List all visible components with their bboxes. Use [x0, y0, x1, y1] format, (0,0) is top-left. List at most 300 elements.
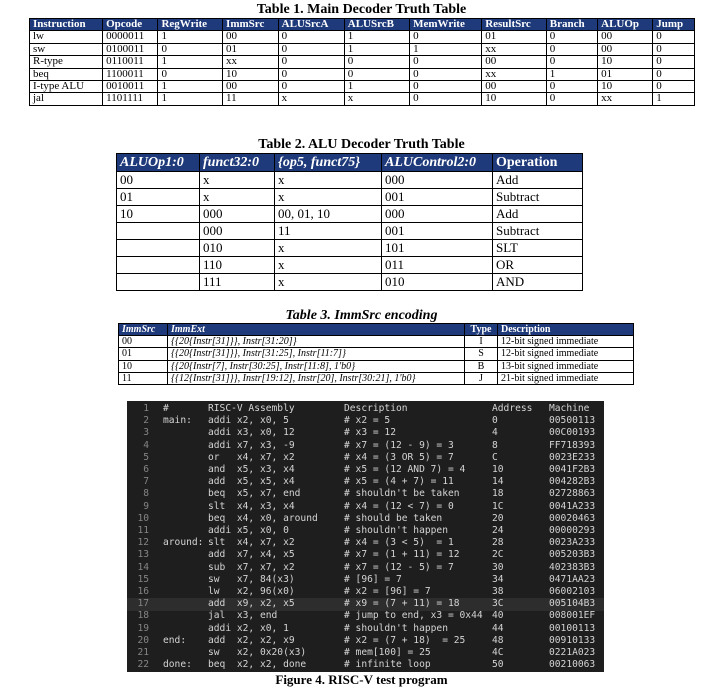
table-row [117, 189, 583, 206]
table-cell: 11 [223, 93, 279, 105]
table-header-row [30, 19, 695, 31]
code-line [127, 464, 604, 477]
table-cell: Add [493, 206, 583, 223]
code-machine: 02728863 [549, 488, 596, 500]
code-machine: 0471AA23 [549, 573, 596, 585]
col-header: Opcode [103, 19, 158, 31]
code-description: # x2 = (7 + 18) = 25 [344, 634, 466, 646]
table-cell: 0110011 [103, 56, 158, 68]
col-header: Description [498, 324, 634, 336]
table-row [119, 360, 634, 372]
table-cell [117, 257, 200, 274]
code-address: 4 [492, 427, 498, 439]
code-instruction: addi x2, x0, 1 [208, 622, 289, 634]
code-line [127, 635, 604, 648]
col-header: ALUSrcB [344, 19, 409, 31]
table-cell: xx [482, 43, 547, 55]
code-instruction: sw x2, 0x20(x3) [208, 647, 307, 658]
code-line [127, 440, 604, 453]
table-cell: Add [493, 172, 583, 189]
table-row [30, 43, 695, 55]
table-cell: {{12{Instr[31]}}, Instr[19:12], Instr[20], Instr[30:21], 1'b0} [168, 372, 465, 384]
code-description: # infinite loop [344, 659, 431, 671]
code-machine: 00910133 [549, 634, 596, 646]
figure4-caption: Figure 4. RISC-V test program [275, 672, 448, 687]
table-cell [117, 223, 200, 240]
table-cell: x [275, 240, 382, 257]
table-cell: 1 [344, 31, 409, 43]
table-cell: J [465, 372, 498, 384]
table-cell: x [275, 257, 382, 274]
table-cell: 10 [598, 81, 653, 93]
table-cell: 011 [382, 257, 493, 274]
table-cell [117, 240, 200, 257]
table-header-row [117, 154, 583, 172]
table1-caption: Table 1. Main Decoder Truth Table [256, 2, 467, 17]
table-cell: beq [30, 68, 103, 80]
code-machine: 00210063 [549, 659, 596, 671]
line-number: 5 [143, 451, 149, 463]
code-description: # x7 = (1 + 11) = 12 [344, 549, 460, 561]
table-row [117, 257, 583, 274]
col-header: ALUControl2:0 [382, 154, 493, 172]
table-cell: 0 [546, 43, 597, 55]
table-cell: 0 [653, 68, 695, 80]
code-line [127, 586, 604, 599]
code-address: 44 [492, 622, 504, 634]
table-cell: 111 [200, 274, 275, 291]
code-description: # x2 = 5 [344, 415, 391, 427]
code-instruction: or x4, x7, x2 [208, 451, 295, 463]
table-cell: 0 [344, 68, 409, 80]
table-cell: 001 [382, 223, 493, 240]
col-header: Operation [493, 154, 583, 172]
code-machine: 008001EF [549, 610, 596, 622]
code-address: 2C [492, 549, 504, 561]
table-cell: 00 [598, 43, 653, 55]
code-description: # should be taken [344, 512, 443, 524]
code-address: 18 [492, 488, 504, 500]
table-cell: 21-bit signed immediate [498, 372, 634, 384]
code-line [127, 549, 604, 562]
line-number: 17 [137, 598, 149, 610]
col-header: ImmSrc [119, 324, 168, 336]
table-row [30, 31, 695, 43]
code-instruction: add x9, x2, x5 [208, 598, 295, 610]
code-machine: 0041A233 [549, 500, 596, 512]
table-cell: 11 [275, 223, 382, 240]
table-row [119, 336, 634, 348]
line-number: 7 [143, 476, 149, 488]
table-cell: 1 [158, 56, 223, 68]
table-cell: x [200, 172, 275, 189]
table-cell: 000 [382, 172, 493, 189]
code-line [127, 659, 604, 672]
table-cell: Subtract [493, 223, 583, 240]
table-cell: 0 [546, 56, 597, 68]
line-number: 18 [137, 610, 149, 622]
code-line [127, 537, 604, 550]
table-cell: S [465, 348, 498, 360]
code-address: 0 [492, 415, 498, 427]
code-instruction: addi x7, x3, -9 [208, 439, 295, 451]
table-row [117, 274, 583, 291]
table-cell: 0 [278, 56, 344, 68]
col-header: ALUOp1:0 [117, 154, 200, 172]
table-row [117, 240, 583, 257]
code-machine: FF718393 [549, 439, 596, 451]
table-cell: 00 [223, 31, 279, 43]
line-number: 1 [143, 403, 149, 414]
table-cell: 0100011 [103, 43, 158, 55]
table-cell: 0010011 [103, 81, 158, 93]
col-header: ALUOp [598, 19, 653, 31]
code-label: end: [163, 634, 187, 646]
col-header: Type [465, 324, 498, 336]
table-cell: 0 [278, 43, 344, 55]
code-address: 40 [492, 610, 504, 622]
code-instruction: addi x5, x0, 0 [208, 525, 289, 536]
table-cell: I-type ALU [30, 81, 103, 93]
code-label: done: [163, 659, 192, 671]
code-address: 4C [492, 647, 504, 658]
line-number: 9 [143, 500, 149, 512]
table-cell: 12-bit signed immediate [498, 336, 634, 348]
table-cell: 00 [482, 81, 547, 93]
table-cell: 01 [117, 189, 200, 206]
table-cell: sw [30, 43, 103, 55]
line-number: 3 [143, 427, 149, 439]
table-cell: 1 [410, 43, 482, 55]
table-cell: 0 [653, 31, 695, 43]
table-cell: 00 [598, 31, 653, 43]
code-address: 34 [492, 573, 504, 585]
code-line [127, 562, 604, 575]
table-row [117, 172, 583, 189]
code-label: around: [163, 537, 204, 549]
table-cell: x [275, 172, 382, 189]
table-cell: 000 [200, 223, 275, 240]
line-number: 19 [137, 622, 149, 634]
code-description: # shouldn't happen [344, 622, 448, 634]
table-cell: xx [598, 93, 653, 105]
table2-caption: Table 2. ALU Decoder Truth Table [258, 137, 465, 152]
code-instruction: and x5, x3, x4 [208, 464, 295, 475]
code-description: # shouldn't happen [344, 525, 448, 536]
table-cell: 0 [410, 81, 482, 93]
col-header: Branch [546, 19, 597, 31]
code-description: # [96] = 7 [344, 573, 402, 585]
table-cell: x [275, 189, 382, 206]
col-header: {op5, funct75} [275, 154, 382, 172]
table-cell: 10 [119, 360, 168, 372]
line-number: 2 [143, 415, 149, 427]
code-description: # x5 = (12 AND 7) = 4 [344, 464, 466, 475]
table-cell: 0 [410, 31, 482, 43]
code-machine: 0041F2B3 [549, 464, 596, 475]
code-instruction: add x5, x5, x4 [208, 476, 295, 488]
code-machine: 00500113 [549, 415, 596, 427]
table-cell: 1100011 [103, 68, 158, 80]
code-address: 10 [492, 464, 504, 475]
table-cell: 10 [482, 93, 547, 105]
riscv-code-listing [127, 401, 604, 672]
table-cell: 1 [158, 81, 223, 93]
immsrc-encoding-table [118, 323, 634, 385]
col-header: MemWrite [410, 19, 482, 31]
table-cell: 001 [382, 189, 493, 206]
code-address: 20 [492, 512, 504, 524]
table-cell: 0 [410, 56, 482, 68]
code-line [127, 610, 604, 623]
table-cell: 0 [546, 31, 597, 43]
code-line [127, 647, 604, 660]
code-description: # x2 = [96] = 7 [344, 586, 431, 597]
col-header: ResultSrc [482, 19, 547, 31]
line-number: 4 [143, 439, 149, 451]
code-machine: 00000293 [549, 525, 596, 536]
table-row [117, 206, 583, 223]
code-instruction: add x2, x2, x9 [208, 634, 295, 646]
code-machine: 005203B3 [549, 549, 596, 561]
code-instruction: beq x4, x0, around [208, 512, 318, 524]
code-address: 3C [492, 598, 504, 610]
table-cell: 0 [653, 56, 695, 68]
code-description: # x5 = (4 + 7) = 11 [344, 476, 454, 488]
table-row [119, 372, 634, 384]
table-row [117, 223, 583, 240]
table-cell: 01 [119, 348, 168, 360]
code-line [127, 403, 604, 416]
table-cell: 1 [344, 81, 409, 93]
table-row [119, 348, 634, 360]
line-number: 12 [137, 537, 149, 549]
code-instruction: sw x7, 84(x3) [208, 573, 295, 585]
col-header: funct32:0 [200, 154, 275, 172]
col-header: Instruction [30, 19, 103, 31]
table-cell: 0 [344, 56, 409, 68]
table-cell: 00 [223, 81, 279, 93]
code-instruction: beq x2, x2, done [208, 659, 307, 671]
code-line [127, 525, 604, 538]
code-machine: 06002103 [549, 586, 596, 597]
table-cell: 11 [119, 372, 168, 384]
code-instruction: add x7, x4, x5 [208, 549, 295, 561]
table-cell: 10 [223, 68, 279, 80]
code-instruction: addi x2, x0, 5 [208, 415, 289, 427]
code-machine: 00C00193 [549, 427, 596, 439]
table-cell: AND [493, 274, 583, 291]
code-description: # x9 = (7 + 11) = 18 [344, 598, 460, 610]
table-cell: 0 [653, 43, 695, 55]
code-description: # x4 = (3 OR 5) = 7 [344, 451, 454, 463]
line-number: 6 [143, 464, 149, 475]
code-line [127, 574, 604, 587]
code-address: Address [492, 403, 533, 414]
code-machine: 005104B3 [549, 598, 596, 610]
table-cell: xx [223, 56, 279, 68]
table-cell: 101 [382, 240, 493, 257]
table-cell: 1101111 [103, 93, 158, 105]
code-machine: 004282B3 [549, 476, 596, 488]
table-cell: 0 [410, 93, 482, 105]
code-machine: 00020463 [549, 512, 596, 524]
code-address: 14 [492, 476, 504, 488]
code-line [127, 452, 604, 465]
code-address: 8 [492, 439, 498, 451]
code-line [127, 513, 604, 526]
code-line [127, 415, 604, 428]
table-cell: 1 [546, 68, 597, 80]
col-header: RegWrite [158, 19, 223, 31]
table-cell: SLT [493, 240, 583, 257]
code-machine: 00100113 [549, 622, 596, 634]
table-cell: 01 [223, 43, 279, 55]
code-address: 48 [492, 634, 504, 646]
table-cell: 0000011 [103, 31, 158, 43]
table-cell: lw [30, 31, 103, 43]
code-description: # x7 = (12 - 9) = 3 [344, 439, 454, 451]
table-cell: 010 [382, 274, 493, 291]
table-row [30, 81, 695, 93]
table-row [30, 93, 695, 105]
code-line [127, 427, 604, 440]
line-number: 21 [137, 647, 149, 658]
code-machine: 0221A023 [549, 647, 596, 658]
table-cell: {{20{Instr[7], Instr[30:25], Instr[11:8], 1'b0} [168, 360, 465, 372]
line-number: 11 [137, 525, 149, 536]
code-line [127, 501, 604, 514]
code-instruction: beq x5, x7, end [208, 488, 301, 500]
table-cell: 01 [598, 68, 653, 80]
code-address: 28 [492, 537, 504, 549]
code-description: # x3 = 12 [344, 427, 396, 439]
table-cell: 0 [278, 81, 344, 93]
table-header-row [119, 324, 634, 336]
code-machine: 402383B3 [549, 561, 596, 573]
code-address: 38 [492, 586, 504, 597]
line-number: 10 [137, 512, 149, 524]
table-cell: x [200, 189, 275, 206]
code-line [127, 488, 604, 501]
code-address: 24 [492, 525, 504, 536]
table-cell: 0 [546, 93, 597, 105]
table-cell: 0 [278, 31, 344, 43]
table3-caption: Table 3. ImmSrc encoding [285, 308, 438, 323]
code-instruction: sub x7, x7, x2 [208, 561, 295, 573]
table-cell: R-type [30, 56, 103, 68]
col-header: ALUSrcA [278, 19, 344, 31]
table-cell: 0 [158, 68, 223, 80]
table-cell: {{20{Instr[31]}}, Instr[31:25], Instr[11:7]} [168, 348, 465, 360]
table-cell [117, 274, 200, 291]
table-cell: 1 [344, 43, 409, 55]
code-instruction: slt x4, x7, x2 [208, 537, 295, 549]
table-cell: 110 [200, 257, 275, 274]
line-number: 13 [137, 549, 149, 561]
table-cell: jal [30, 93, 103, 105]
code-line [127, 476, 604, 489]
code-description: # mem[100] = 25 [344, 647, 431, 658]
code-description: # shouldn't be taken [344, 488, 460, 500]
code-instruction: jal x3, end [208, 610, 278, 622]
table-row [30, 56, 695, 68]
table-cell: 0 [546, 81, 597, 93]
col-header: ImmExt [168, 324, 465, 336]
line-number: 8 [143, 488, 149, 500]
main-decoder-table [29, 18, 695, 106]
code-label: # [163, 403, 169, 414]
table-cell: x [344, 93, 409, 105]
code-machine: 0023A233 [549, 537, 596, 549]
code-line [127, 623, 604, 636]
code-instruction: lw x2, 96(x0) [208, 586, 295, 597]
table-cell: 00 [482, 56, 547, 68]
table-cell: 0 [278, 68, 344, 80]
code-description: # x4 = (12 < 7) = 0 [344, 500, 454, 512]
table-cell: 0 [410, 68, 482, 80]
code-machine: Machine [549, 403, 590, 414]
table-cell: 0 [158, 43, 223, 55]
code-instruction: slt x4, x3, x4 [208, 500, 295, 512]
table-cell: 10 [598, 56, 653, 68]
alu-decoder-table [116, 153, 583, 291]
line-number: 15 [137, 573, 149, 585]
table-cell: I [465, 336, 498, 348]
code-instruction: addi x3, x0, 12 [208, 427, 295, 439]
line-number: 16 [137, 586, 149, 597]
code-line [127, 598, 604, 611]
table-row [30, 68, 695, 80]
code-address: C [492, 451, 498, 463]
code-address: 1C [492, 500, 504, 512]
table-cell: 1 [653, 93, 695, 105]
code-address: 50 [492, 659, 504, 671]
code-description: # x4 = (3 < 5) = 1 [344, 537, 454, 549]
code-description: Description [344, 403, 408, 414]
table-cell: {{20{Instr[31]}}, Instr[31:20]} [168, 336, 465, 348]
code-description: # x7 = (12 - 5) = 7 [344, 561, 454, 573]
line-number: 22 [137, 659, 149, 671]
table-cell: 010 [200, 240, 275, 257]
table-cell: x [278, 93, 344, 105]
col-header: Jump [653, 19, 695, 31]
table-cell: 00 [119, 336, 168, 348]
table-cell: 01 [482, 31, 547, 43]
table-cell: 00, 01, 10 [275, 206, 382, 223]
code-label: main: [163, 415, 192, 427]
table-cell: OR [493, 257, 583, 274]
table-cell: xx [482, 68, 547, 80]
table-cell: B [465, 360, 498, 372]
code-address: 30 [492, 561, 504, 573]
table-cell: 0 [653, 81, 695, 93]
table-cell: 1 [158, 93, 223, 105]
table-cell: 12-bit signed immediate [498, 348, 634, 360]
code-description: # jump to end, x3 = 0x44 [344, 610, 483, 622]
table-cell: 10 [117, 206, 200, 223]
line-number: 20 [137, 634, 149, 646]
code-instruction: RISC-V Assembly [208, 403, 295, 414]
table-cell: 000 [200, 206, 275, 223]
table-cell: 1 [158, 31, 223, 43]
code-machine: 0023E233 [549, 451, 596, 463]
line-number: 14 [137, 561, 149, 573]
table-cell: Subtract [493, 189, 583, 206]
col-header: ImmSrc [223, 19, 279, 31]
table-cell: 13-bit signed immediate [498, 360, 634, 372]
table-cell: x [275, 274, 382, 291]
